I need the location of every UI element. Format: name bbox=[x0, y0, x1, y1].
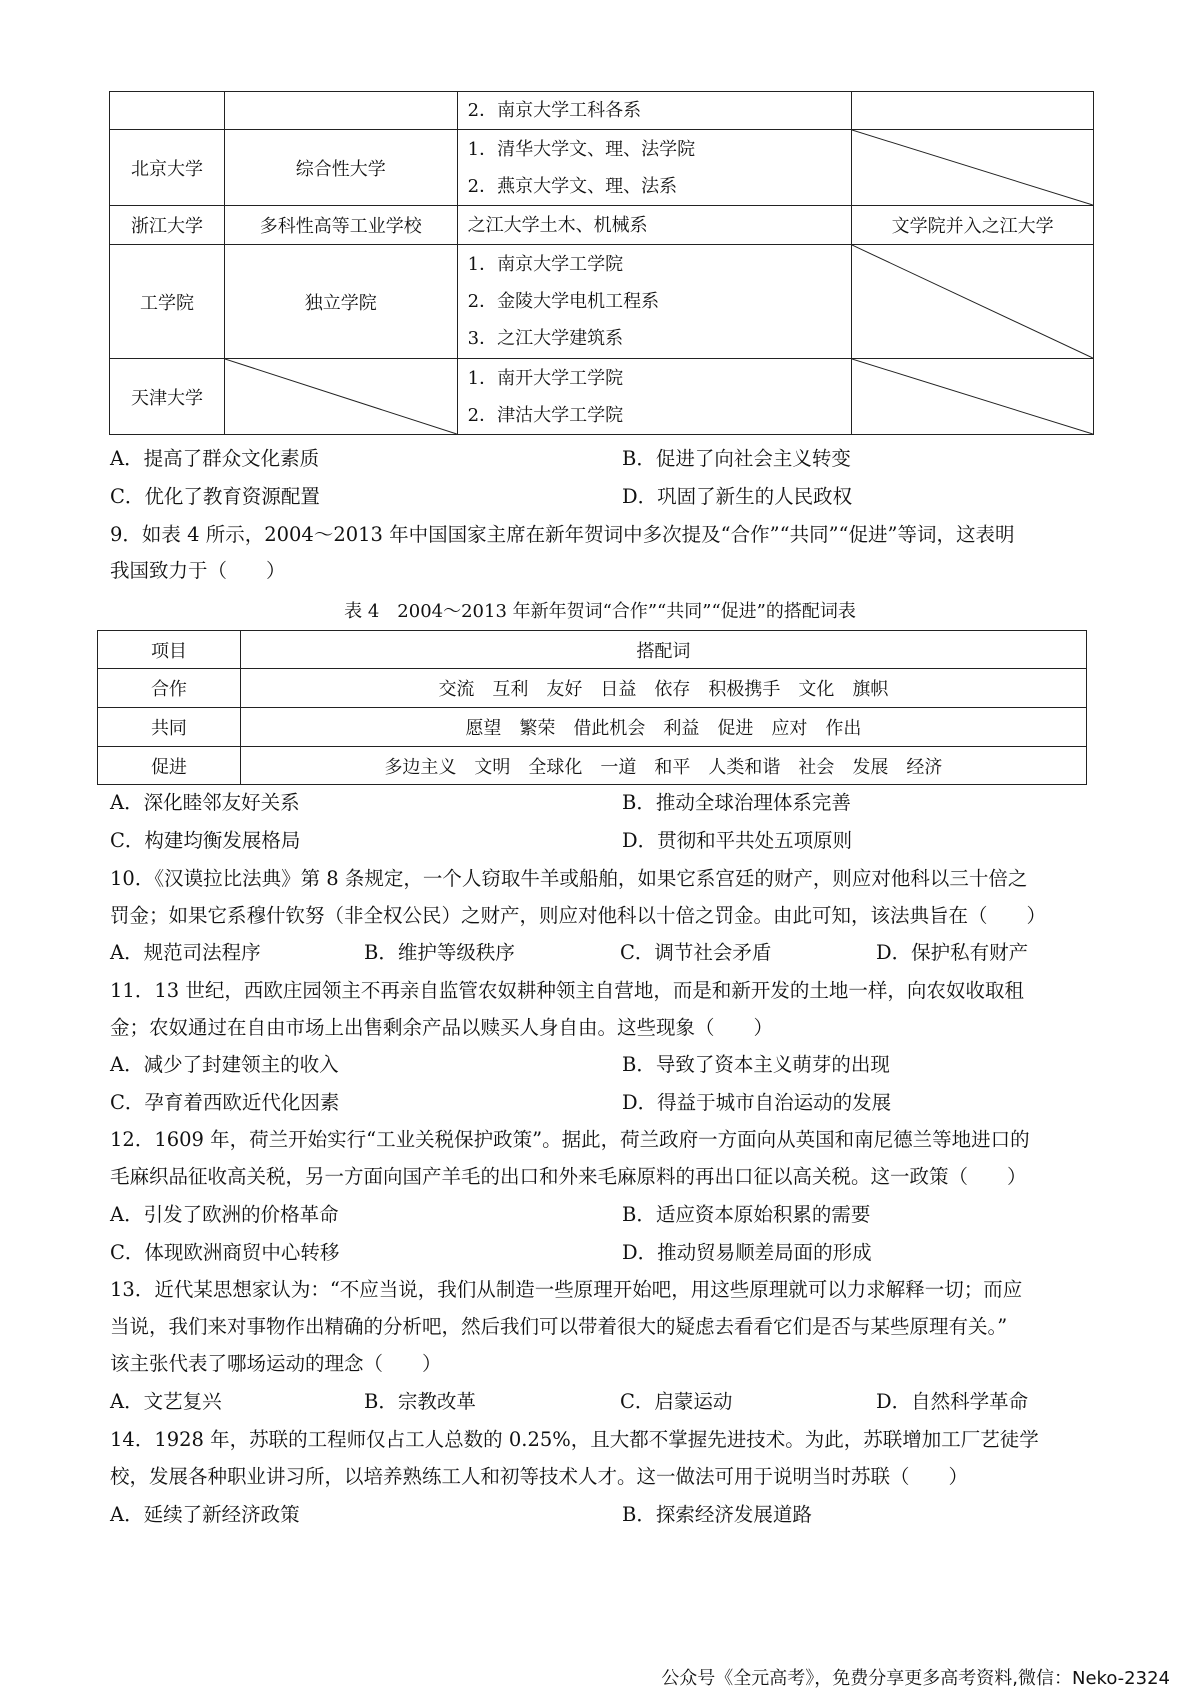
note-cell bbox=[852, 245, 1094, 359]
table-4-header-item: 项目 bbox=[98, 631, 241, 669]
source-item: 1．清华大学文、理、法学院 bbox=[467, 138, 696, 160]
table-4-header-words: 搭配词 bbox=[240, 631, 1086, 669]
school-cell: 工学院 bbox=[110, 245, 225, 359]
q8-option-b[interactable]: B．促进了向社会主义转变 bbox=[622, 447, 851, 470]
diagonal-slash bbox=[852, 245, 1093, 358]
q12-option-d[interactable]: D．推动贸易顺差局面的形成 bbox=[622, 1241, 872, 1264]
table-4-row-words: 交流 互利 友好 日益 依存 积极携手 文化 旗帜 bbox=[240, 669, 1086, 708]
table-3-row bbox=[110, 130, 1094, 206]
q10-option-c[interactable]: C．调节社会矛盾 bbox=[620, 941, 772, 964]
q13-stem-line-1: 13．近代某思想家认为：“不应当说，我们从制造一些原理开始吧，用这些原理就可以力求解释一切；而应 bbox=[110, 1278, 1023, 1301]
school-cell bbox=[110, 92, 225, 130]
table-4-row-words: 多边主义 文明 全球化 一道 和平 人类和谐 社会 发展 经济 bbox=[240, 747, 1086, 785]
q9-option-b[interactable]: B．推动全球治理体系完善 bbox=[622, 791, 851, 814]
note-cell: 文学院并入之江大学 bbox=[852, 206, 1094, 245]
q13-stem-line-3: 该主张代表了哪场运动的理念（ ） bbox=[110, 1352, 442, 1375]
school-cell: 浙江大学 bbox=[110, 206, 225, 245]
source-item: 1．南京大学工学院 bbox=[467, 254, 624, 275]
q14-stem-line-2: 校，发展各种职业讲习所，以培养熟练工人和初等技术人才。这一做法可用于说明当时苏联（ ） bbox=[110, 1465, 969, 1488]
q8-option-d[interactable]: D．巩固了新生的人民政权 bbox=[622, 485, 853, 508]
table-3-row bbox=[110, 206, 1094, 245]
table-4-row-item: 共同 bbox=[98, 708, 241, 747]
type-cell: 多科性高等工业学校 bbox=[224, 206, 457, 245]
type-cell bbox=[224, 359, 457, 435]
type-cell: 独立学院 bbox=[224, 245, 457, 359]
source-item: 2．燕京大学文、理、法系 bbox=[467, 175, 678, 197]
q13-option-a[interactable]: A．文艺复兴 bbox=[110, 1390, 222, 1413]
table-4-row-words: 愿望 繁荣 借此机会 利益 促进 应对 作出 bbox=[240, 708, 1086, 747]
table-4-caption: 表 4 2004～2013 年新年贺词“合作”“共同”“促进”的搭配词表 bbox=[344, 601, 856, 622]
table-4 bbox=[97, 630, 1087, 785]
source-item: 2．金陵大学电机工程系 bbox=[467, 291, 660, 312]
type-cell: 综合性大学 bbox=[224, 130, 457, 206]
source-item: 之江大学土木、机械系 bbox=[467, 214, 648, 236]
q14-option-b[interactable]: B．探索经济发展道路 bbox=[622, 1503, 812, 1526]
q13-stem-line-2: 当说，我们来对事物作出精确的分析吧，然后我们可以带着很大的疑虑去看看它们是否与某些原理有关。” bbox=[110, 1315, 1008, 1338]
q10-option-a[interactable]: A．规范司法程序 bbox=[110, 941, 261, 964]
source-cell bbox=[457, 92, 852, 130]
q12-stem-line-1: 12．1609 年，荷兰开始实行“工业关税保护政策”。据此，荷兰政府一方面向从英国和南尼德兰等地进口的 bbox=[110, 1128, 1030, 1151]
q14-stem-line-1: 14．1928 年，苏联的工程师仅占工人总数的 0.25%，且大都不掌握先进技术。为此，苏联增加工厂艺徒学 bbox=[110, 1428, 1039, 1451]
type-cell bbox=[224, 92, 457, 130]
source-item: 3．之江大学建筑系 bbox=[467, 328, 624, 349]
q12-stem-line-2: 毛麻织品征收高关税，另一方面向国产羊毛的出口和外来毛麻原料的再出口征以高关税。这一政策（ ） bbox=[110, 1165, 1027, 1188]
q9-option-a[interactable]: A．深化睦邻友好关系 bbox=[110, 791, 300, 814]
note-cell bbox=[852, 359, 1094, 435]
source-item: 1．南开大学工学院 bbox=[467, 367, 624, 389]
q12-option-a[interactable]: A．引发了欧洲的价格革命 bbox=[110, 1203, 339, 1226]
q10-option-b[interactable]: B．维护等级秩序 bbox=[364, 941, 515, 964]
q10-stem-line-1: 10．《汉谟拉比法典》第 8 条规定，一个人窃取牛羊或船舶，如果它系宫廷的财产，则应对他科以三十倍之 bbox=[110, 867, 1028, 890]
q9-option-c[interactable]: C．构建均衡发展格局 bbox=[110, 829, 301, 852]
q11-stem-line-1: 11．13 世纪，西欧庄园领主不再亲自监管农奴耕种领主自营地，而是和新开发的土地一样，向农奴收取租 bbox=[110, 979, 1024, 1002]
source-item: 2．南京大学工科各系 bbox=[467, 100, 642, 121]
q10-stem-line-2: 罚金；如果它系穆什钦努（非全权公民）之财产，则应对他科以十倍之罚金。由此可知，该法典旨在（ ） bbox=[110, 904, 1047, 927]
q13-option-b[interactable]: B．宗教改革 bbox=[364, 1390, 476, 1413]
diagonal-slash bbox=[225, 359, 457, 434]
q13-option-d[interactable]: D．自然科学革命 bbox=[876, 1390, 1029, 1413]
q9-stem-line-1: 9．如表 4 所示，2004～2013 年中国国家主席在新年贺词中多次提及“合作”“共同”“促进”等词，这表明 bbox=[110, 523, 1015, 546]
school-cell: 北京大学 bbox=[110, 130, 225, 206]
school-cell: 天津大学 bbox=[110, 359, 225, 435]
table-3-row bbox=[110, 359, 1094, 435]
q10-option-d[interactable]: D．保护私有财产 bbox=[876, 941, 1029, 964]
q9-option-d[interactable]: D．贯彻和平共处五项原则 bbox=[622, 829, 853, 852]
q11-stem-line-2: 金；农奴通过在自由市场上出售剩余产品以赎买人身自由。这些现象（ ） bbox=[110, 1016, 774, 1039]
q8-option-a[interactable]: A．提高了群众文化素质 bbox=[110, 447, 320, 470]
q13-option-c[interactable]: C．启蒙运动 bbox=[620, 1390, 733, 1413]
table-4-row-item: 合作 bbox=[98, 669, 241, 708]
note-cell bbox=[852, 130, 1094, 206]
table-3-row bbox=[110, 92, 1094, 130]
table-3 bbox=[109, 91, 1094, 435]
diagonal-slash bbox=[852, 130, 1093, 205]
q9-stem-line-2: 我国致力于（ ） bbox=[110, 559, 286, 582]
source-cell bbox=[457, 245, 852, 359]
q11-option-a[interactable]: A．减少了封建领主的收入 bbox=[110, 1053, 339, 1076]
source-cell bbox=[457, 359, 852, 435]
q14-option-a[interactable]: A．延续了新经济政策 bbox=[110, 1503, 300, 1526]
table-4-row-item: 促进 bbox=[98, 747, 241, 785]
q12-option-c[interactable]: C．体现欧洲商贸中心转移 bbox=[110, 1241, 340, 1264]
source-cell bbox=[457, 206, 852, 245]
footer-text: 公众号《全元高考》，免费分享更多高考资料,微信：Neko-2324 bbox=[661, 1668, 1170, 1689]
source-cell bbox=[457, 130, 852, 206]
diagonal-slash bbox=[852, 359, 1093, 434]
table-3-row bbox=[110, 245, 1094, 359]
note-cell bbox=[852, 92, 1094, 130]
q8-option-c[interactable]: C．优化了教育资源配置 bbox=[110, 485, 320, 508]
q12-option-b[interactable]: B．适应资本原始积累的需要 bbox=[622, 1203, 871, 1226]
source-item: 2．津沽大学工学院 bbox=[467, 404, 624, 426]
q11-option-c[interactable]: C．孕育着西欧近代化因素 bbox=[110, 1091, 340, 1114]
q11-option-d[interactable]: D．得益于城市自治运动的发展 bbox=[622, 1091, 892, 1114]
q11-option-b[interactable]: B．导致了资本主义萌芽的出现 bbox=[622, 1053, 890, 1076]
